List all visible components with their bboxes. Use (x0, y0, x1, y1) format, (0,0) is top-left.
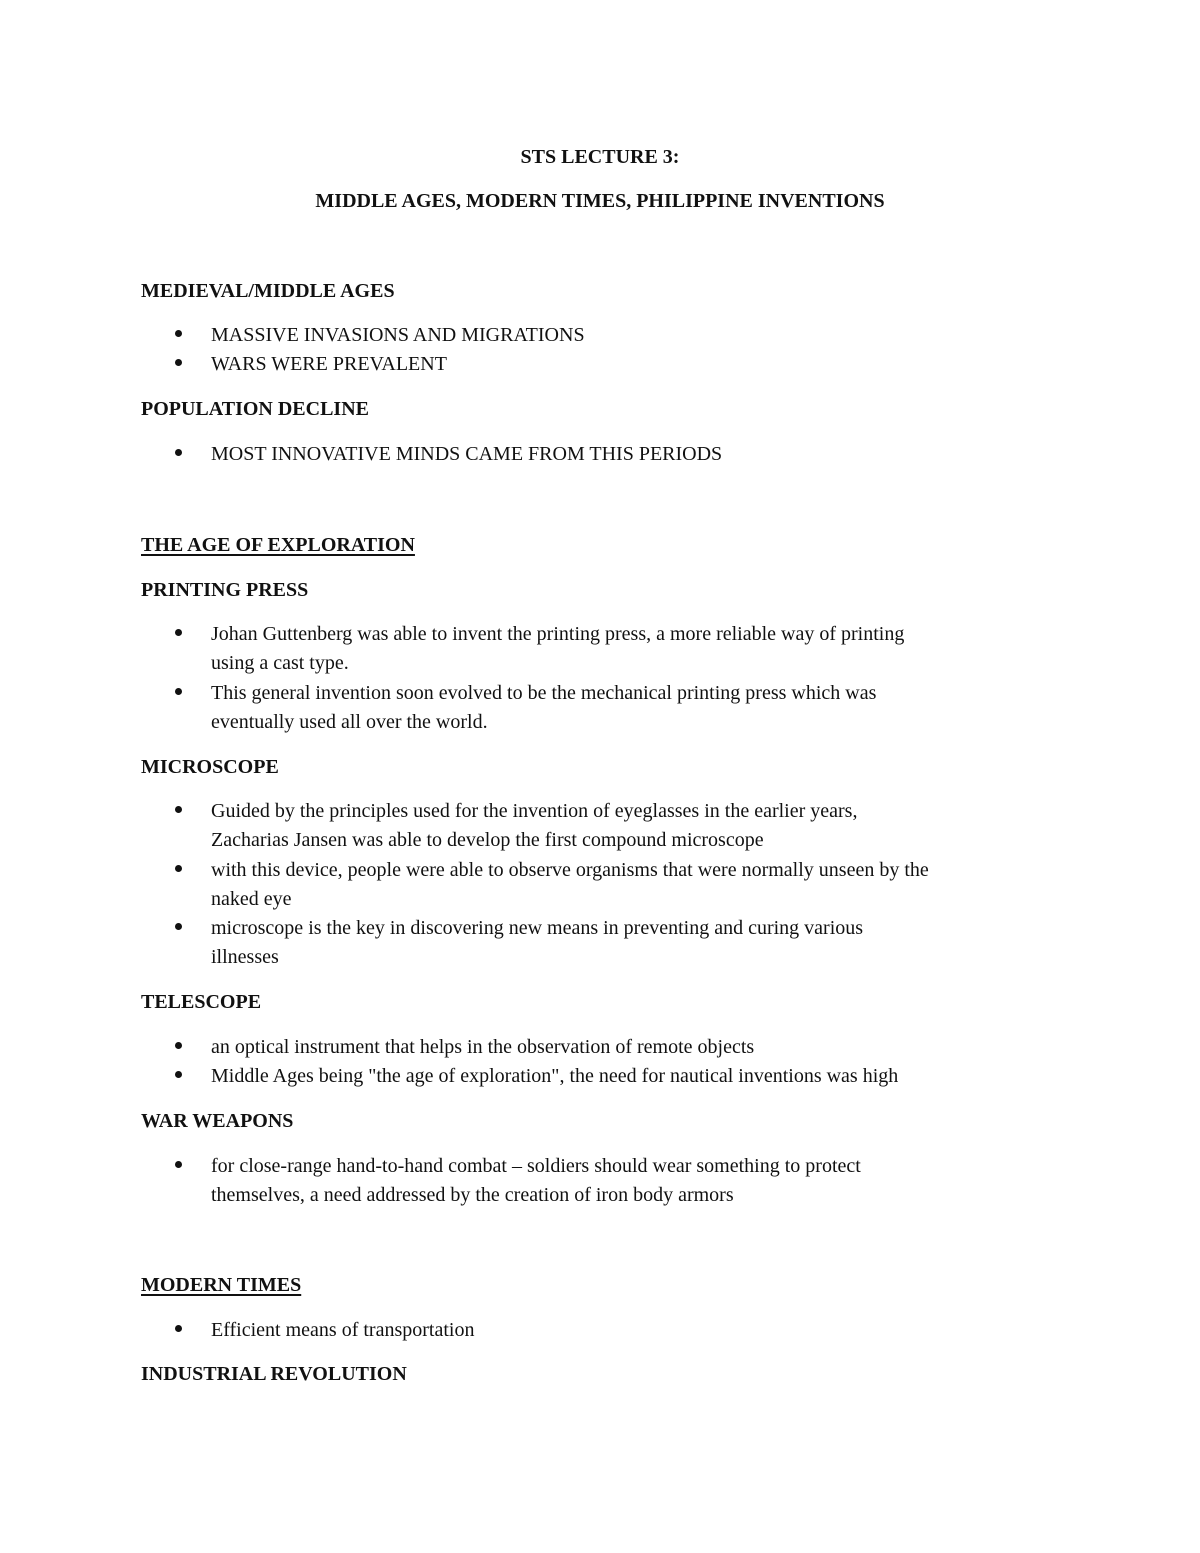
list-item: Guided by the principles used for the invention of eyeglasses in the earlier years, Zacharias Jansen was able to develop the first compound microscope (211, 800, 858, 851)
section-heading-population: POPULATION DECLINE (141, 398, 369, 420)
section-heading-war-weapons: WAR WEAPONS (141, 1110, 294, 1132)
list-item: Efficient means of transportation (211, 1319, 475, 1341)
list-item: Middle Ages being "the age of exploration", the need for nautical inventions was high (211, 1065, 899, 1087)
bullet-icon (173, 1152, 183, 1162)
section-heading-printing-press: PRINTING PRESS (141, 579, 309, 601)
list-item: an optical instrument that helps in the observation of remote objects (211, 1036, 755, 1058)
bullet-icon (173, 1062, 183, 1072)
bullet-icon (173, 679, 183, 689)
section-heading-medieval: MEDIEVAL/MIDDLE AGES (141, 280, 395, 302)
section-heading-exploration: THE AGE OF EXPLORATION (141, 534, 415, 556)
list-item: for close-range hand-to-hand combat – soldiers should wear something to protect themselves, a need addressed by the creation of iron body armors (211, 1155, 861, 1206)
document-title: STS LECTURE 3: (520, 146, 680, 168)
bullet-icon (173, 350, 183, 360)
section-heading-industrial-revolution: INDUSTRIAL REVOLUTION (141, 1363, 407, 1385)
list-item: microscope is the key in discovering new means in preventing and curing various illnesses (211, 917, 864, 968)
section-heading-modern-times: MODERN TIMES (141, 1274, 302, 1296)
bullet-icon (173, 321, 183, 331)
list-item: Johan Guttenberg was able to invent the printing press, a more reliable way of printing using a cast type. (211, 623, 905, 674)
bullet-icon (173, 797, 183, 807)
section-heading-microscope: MICROSCOPE (141, 756, 279, 778)
section-heading-telescope: TELESCOPE (141, 991, 262, 1013)
document-subtitle: MIDDLE AGES, MODERN TIMES, PHILIPPINE INVENTIONS (315, 190, 885, 212)
list-item: WARS WERE PREVALENT (211, 353, 447, 375)
bullet-icon (173, 620, 183, 630)
list-item: with this device, people were able to observe organisms that were normally unseen by the naked eye (211, 859, 929, 910)
bullet-icon (173, 856, 183, 866)
list-item: This general invention soon evolved to be the mechanical printing press which was eventually used all over the world. (211, 682, 877, 733)
bullet-icon (173, 914, 183, 924)
list-item: MASSIVE INVASIONS AND MIGRATIONS (211, 324, 585, 346)
bullet-icon (173, 1316, 183, 1326)
list-item: MOST INNOVATIVE MINDS CAME FROM THIS PERIODS (211, 443, 723, 465)
bullet-icon (173, 1033, 183, 1043)
bullet-icon (173, 440, 183, 450)
